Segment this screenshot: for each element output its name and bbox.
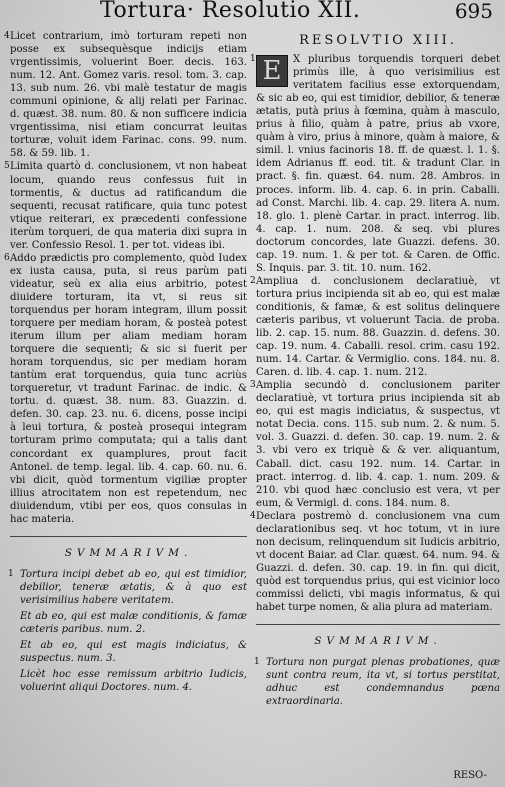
paragraph-text: Addo prædictis pro complemento, quòd Iudex ex iusta causa, puta, si reus parùm pati videatur, seù ex alia eius arbitrio, potest diuidere torturam, ita vt, si reus sit torquendus per horam integram, illum possit torquere per mediam horam, & posteà potest iterum illum per aliam mediam horam torquere die sequenti; & sic si fuerit per horam torquendus, sic per mediam horam tantùm erat torquendus, quia tunc acriùs torqueretur, vt tradunt Farinac. de indic. & tortu. d. quæst. 38. num. 83. Guazzin. d. defen. 30. cap. 23. nu. 6. dicens, posse incipi à leui tortura, & posteà prosequi integram torturam primo computata; qui a talis dant concordant ex quamplures, prout facit Antonel. de temp. legal. lib. 4. cap. 60. nu. 6. vbi dicit, quòd tormentum vigiliæ propter illius atrocitatem non est repetendum, nec diuidendum, vtibi per eos, quos consulas in hac materia. bbox=[10, 252, 247, 525]
summary-text: Tortura non purgat plenas probationes, quæ sunt contra reum, ita vt, si tortus perstitat, adhuc est condemnandus pœna extraordinaria. bbox=[266, 657, 500, 708]
margin-number: 2 bbox=[250, 275, 256, 286]
summary-item bbox=[8, 568, 247, 607]
paragraph-6 bbox=[4, 252, 247, 526]
left-column bbox=[4, 30, 247, 697]
catchword: RESO- bbox=[453, 770, 487, 781]
paragraph-1 bbox=[250, 53, 500, 275]
running-header bbox=[0, 0, 505, 26]
divider bbox=[256, 624, 500, 625]
paragraph-2 bbox=[250, 275, 500, 379]
running-title: Tortura· Resolutio XII. bbox=[100, 0, 361, 23]
margin-number: 3 bbox=[250, 380, 256, 391]
margin-number: 6 bbox=[4, 252, 10, 263]
paragraph-5 bbox=[4, 160, 247, 251]
summary-text: Et ab eo, qui est malæ conditionis, & famæ cæteris paribus. num. 2. bbox=[20, 610, 247, 636]
summary-item bbox=[20, 610, 247, 636]
margin-number: 4 bbox=[4, 31, 10, 41]
summary-heading: SVMMARIVM. bbox=[314, 635, 442, 648]
divider bbox=[10, 536, 247, 537]
margin-number: 5 bbox=[4, 161, 10, 172]
margin-number: 1 bbox=[250, 54, 256, 65]
paragraph-4 bbox=[250, 510, 500, 614]
summary-heading: SVMMARIVM. bbox=[64, 546, 193, 559]
summary-item bbox=[20, 639, 247, 665]
drop-cap-initial: E bbox=[256, 55, 288, 87]
summary-number: 1 bbox=[8, 568, 14, 579]
right-column bbox=[250, 30, 500, 711]
summary-item bbox=[20, 668, 247, 694]
summary-text: Tortura incipi debet ab eo, qui est timidior, debilior, teneræ ætatis, & à quo est verisimilius habere veritatem. bbox=[20, 568, 247, 606]
paragraph-text: Declara postremò d. conclusionem vna cum declarationibus seq. vt hoc totum, vt in iure non decisum, relinquendum sit Iudicis arbitrio, vt docent Baiar. ad Clar. quæst. 64. num. 94. & Guazzi. d. defen. 30. cap. 19. in fin. qui dicit, quòd est torquendus prius, qui est vicinior loco commissi delicti, vbi magis informatus, & qui habet turpe nomen, & alia plura ad materiam. bbox=[256, 510, 500, 614]
summary-text: Licèt hoc esse remissum arbitrio Iudicis, voluerint aliqui Doctores. num. 4. bbox=[20, 669, 247, 694]
paragraph-text: X pluribus torquendis torqueri debet primùs ille, à quo verisimilius est veritatem facilius esse extorquendam, & sic ab eo, qui est timidior, debilior, & teneræ ætatis, putà prius à fœmina, quàm à masculo, prius à filio, quàm à patre, prius ab vxore, quàm à viro, prius à minore, quàm à maiore, & simil. l. vnius facinoris 18. ff. de quæst. l. 1. §. idem Adrianus ff. eod. tit. & tradunt Clar. in pract. §. fin. quæst. 64. num. 28. Ambros. in proces. inform. lib. 4. cap. 6. in prin. Caballi. ad Const. Marchi. lib. 4. cap. 29. litera A. num. 18. glo. 1. plenè Cartar. in pract. interrog. lib. 4. cap. 1. num. 208. & seq. vbi plures doctorum concordes, late Guazzi. defens. 30. cap. 19. num. 1. & per tot. & Caren. de Offic. S. Inquis. par. 3. tit. 10. num. 162. bbox=[256, 54, 500, 274]
paragraph-3 bbox=[250, 379, 500, 509]
paragraph-text: Licet contrarium, imò torturam repeti non posse ex subsequèsque indicijs etiam vrgentissimis, voluerint Boer. decis. 163. num. 12. Ant. Gomez varis. resol. tom. 3. cap. 13. sub num. 26. vbi malè testatur de magis communi opinione, & alij relati per Farinac. d. quæst. 38. num. 80. & non sufficere indicia vrgentissima, nisi etiam concurrat leuitas torturæ, voluit idem Farinac. cons. 99. num. 58. & 59. lib. 1. bbox=[10, 31, 247, 160]
summary-item bbox=[254, 656, 500, 708]
paragraph-text: Ampliua d. conclusionem declaratiuè, vt tortura prius incipienda sit ab eo, qui est malæ conditionis, & famæ, & est solitus delinquere cæteris paribus, vt voluerunt Tacia. de proba. lib. 2. cap. 15. num. 88. Guazzin. d. defens. 30. cap. 19. num. 4. Caballi. resol. crim. casu 192. num. 14. Cartar. & Vermiglio. cons. 184. nu. 8. Caren. d. lib. 4. cap. 1. num. 212. bbox=[256, 275, 500, 379]
summary-number: 1 bbox=[254, 657, 260, 668]
margin-number: 4 bbox=[250, 510, 256, 521]
paragraph-4 bbox=[4, 30, 247, 160]
paragraph-text: Limita quartò d. conclusionem, vt non habeat locum, quando reus confessus fuit in tormentis, & ductus ad ratificandum die sequenti, recusat ratificare, quia tunc potest vtique reiterari, ex præcedenti confessione iterùm torqueri, de qua materia dixi supra in ver. Confessio Resol. 1. per tot. videas ibi. bbox=[10, 161, 247, 251]
summary-text: Et ab eo, qui est magis indiciatus, & suspectus. num. 3. bbox=[20, 640, 247, 665]
page-number: 695 bbox=[454, 0, 493, 23]
paragraph-text: Amplia secundò d. conclusionem pariter declaratiuè, vt tortura prius incipienda sit ab eo, qui est magis indiciatus, & suspectus, vt notat Decia. cons. 115. sub num. 2. & num. 5. vol. 3. Guazzi. d. defen. 30. cap. 19. num. 2. & 3. vbi vero ex triquè & & ver. aliquantum, Caball. dict. casu 192. num. 14. Cartar. in pract. interrog. d. lib. 4. cap. 1. num. 209. & 210. vbi quod hæc conclusio est vera, vt per eum, & Vermigl. d. cons. 184. num. 8. bbox=[256, 380, 500, 509]
resolution-heading: RESOLVTIO XIII. bbox=[299, 33, 457, 48]
